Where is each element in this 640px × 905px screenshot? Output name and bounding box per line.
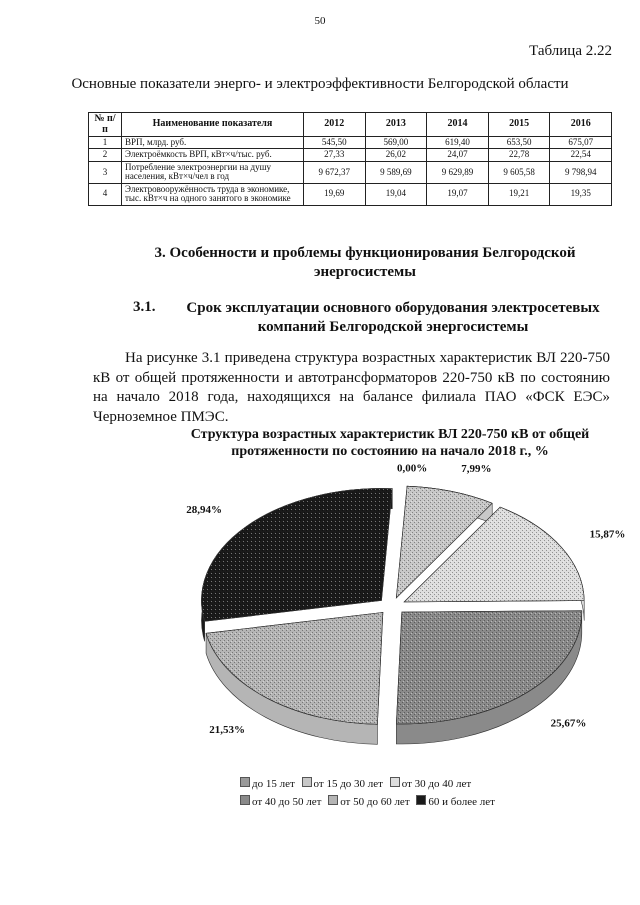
header-cell: 2016	[550, 113, 612, 137]
section-heading: 3. Особенности и проблемы функционирования Белгородской энергосистемы	[154, 245, 576, 280]
indicator-name: Электровооружённость труда в экономике, тыс. кВт×ч на одного занятого в экономике	[122, 183, 304, 205]
row-number: 1	[89, 137, 122, 149]
pie-slice-texture	[206, 612, 383, 724]
value-cell: 22,54	[550, 149, 612, 161]
pie-data-label: 15,87%	[589, 528, 626, 541]
pie-data-label: 7,99%	[461, 463, 492, 476]
legend-swatch	[240, 777, 250, 787]
value-cell: 19,21	[488, 183, 550, 205]
pie-slices	[201, 486, 584, 744]
value-cell: 675,07	[550, 137, 612, 149]
value-cell: 9 629,89	[427, 161, 489, 183]
value-cell: 27,33	[304, 149, 366, 161]
legend-item	[240, 794, 321, 812]
body-paragraph: На рисунке 3.1 приведена структура возрастных характеристик ВЛ 220-750 кВ от общей протяженности и автотрансформаторов 220-750 кВ по состоянию на начало 2018 года, находящихся на балансе филиала ПАО «ФСК ЕЭС» Черноземное ПМЭС.	[93, 350, 610, 425]
row-number: 3	[89, 161, 122, 183]
value-cell: 619,40	[427, 137, 489, 149]
header-cell: 2014	[427, 113, 489, 137]
legend-swatch	[302, 777, 312, 787]
legend-item	[328, 794, 409, 812]
pie-slice-texture	[396, 611, 581, 724]
pie-data-label: 21,53%	[209, 723, 245, 736]
header-cell: № п/п	[89, 113, 122, 137]
value-cell: 19,04	[365, 183, 427, 205]
header-cell: Наименование показателя	[122, 113, 304, 137]
legend-swatch	[390, 777, 400, 787]
value-cell: 19,35	[550, 183, 612, 205]
pie-data-label: 0,00%	[397, 462, 428, 475]
value-cell: 569,00	[365, 137, 427, 149]
legend-swatch	[416, 795, 426, 805]
legend-item	[390, 776, 471, 794]
value-cell: 653,50	[488, 137, 550, 149]
value-cell: 19,69	[304, 183, 366, 205]
legend-swatch	[240, 795, 250, 805]
page-number: 50	[314, 15, 326, 27]
value-cell: 9 605,58	[488, 161, 550, 183]
legend-label: от 40 до 50 лет	[252, 795, 322, 808]
row-number: 4	[89, 183, 122, 205]
value-cell: 26,02	[365, 149, 427, 161]
header-cell: 2012	[304, 113, 366, 137]
value-cell: 9 798,94	[550, 161, 612, 183]
indicator-name: Электроёмкость ВРП, кВт×ч/тыс. руб.	[122, 149, 304, 161]
indicator-name: Потребление электроэнергии на душу населения, кВт×ч/чел в год	[122, 161, 304, 183]
legend-label: от 50 до 60 лет	[340, 795, 410, 808]
pie-slice-texture	[201, 488, 392, 621]
header-cell: 2015	[488, 113, 550, 137]
legend-item	[416, 794, 495, 812]
value-cell: 19,07	[427, 183, 489, 205]
legend-swatch	[328, 795, 338, 805]
indicator-name: ВРП, млрд. руб.	[122, 137, 304, 149]
pie-data-label: 28,94%	[186, 504, 223, 517]
row-number: 2	[89, 149, 122, 161]
legend-item	[240, 776, 295, 794]
legend-item	[302, 776, 383, 794]
chart-legend	[240, 776, 620, 811]
table-title: Основные показатели энерго- и электроэффективности Белгородской области	[71, 76, 569, 92]
legend-label: 60 и более лет	[428, 795, 495, 808]
table-caption: Таблица 2.22	[529, 43, 612, 59]
legend-label: от 30 до 40 лет	[401, 778, 472, 790]
subsection-heading: Срок эксплуатации основного оборудования электросетевых компаний Белгородской энергосистемы	[186, 300, 600, 335]
subsection-number: 3.1.	[133, 299, 156, 315]
value-cell: 9 672,37	[304, 161, 366, 183]
chart-title: Структура возрастных характеристик ВЛ 220-750 кВ от общей протяженности по состоянию на начало 2018 г., %	[190, 427, 590, 459]
legend-label: до 15 лет	[252, 778, 295, 790]
value-cell: 24,07	[427, 149, 489, 161]
header-cell: 2013	[365, 113, 427, 137]
pie-data-label: 25,67%	[550, 717, 587, 730]
value-cell: 22,78	[488, 149, 550, 161]
legend-label: от 15 до 30 лет	[313, 778, 383, 790]
value-cell: 545,50	[304, 137, 366, 149]
value-cell: 9 589,69	[365, 161, 427, 183]
